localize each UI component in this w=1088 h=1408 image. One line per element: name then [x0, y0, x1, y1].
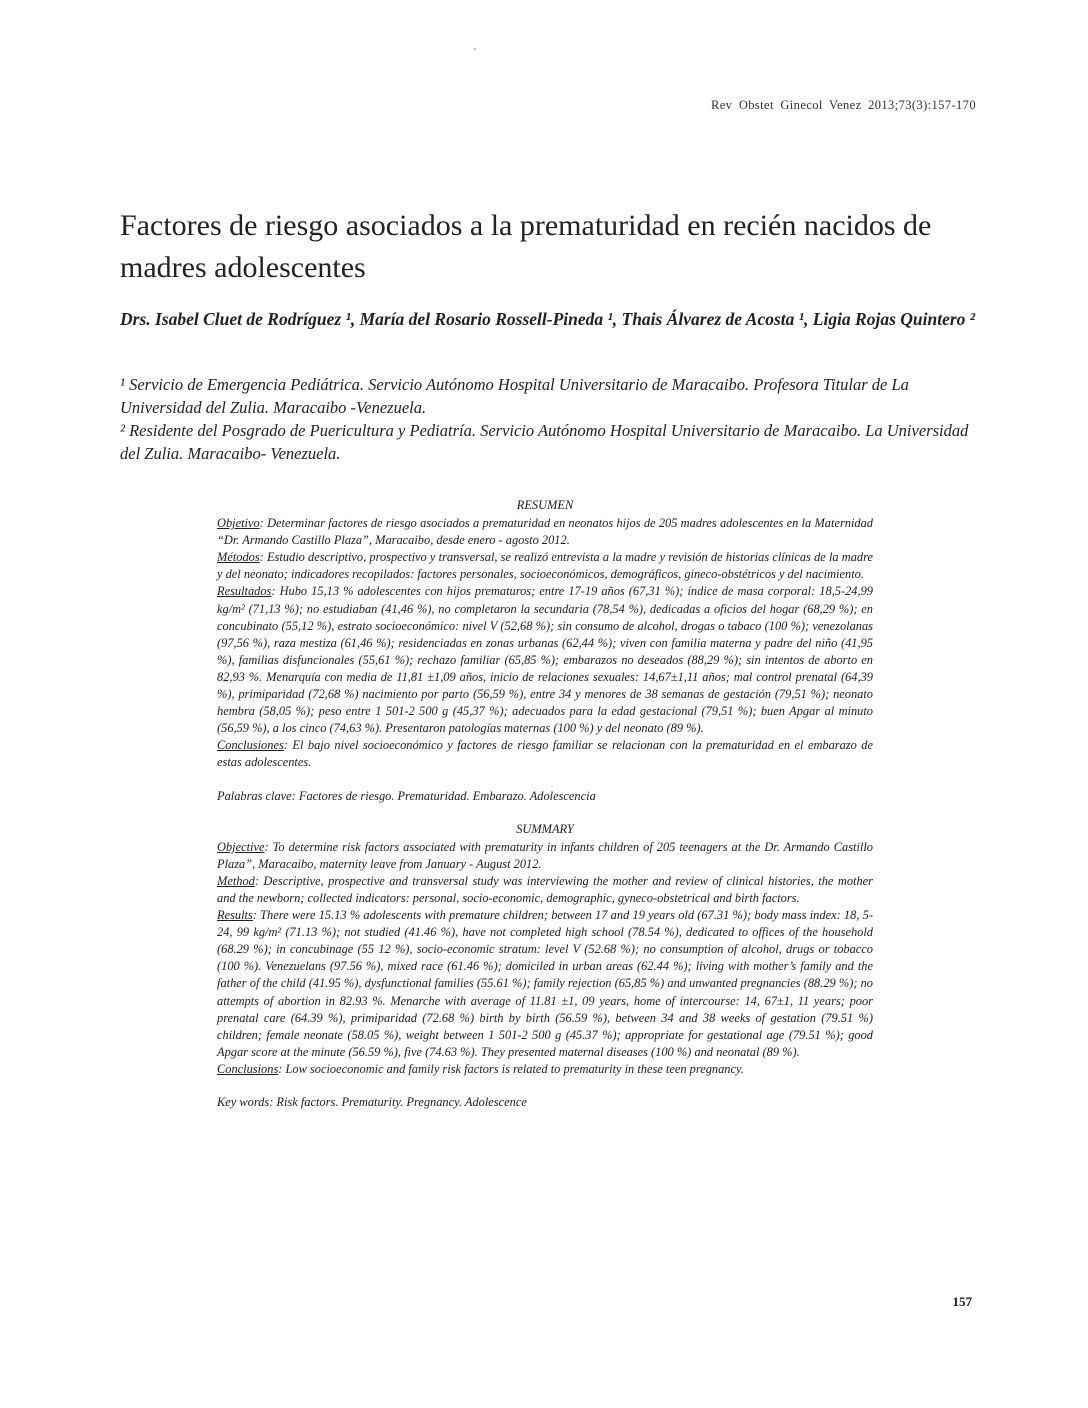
results-label: Results [217, 908, 253, 923]
scan-dot-mark [474, 48, 476, 50]
author-list: Drs. Isabel Cluet de Rodríguez ¹, María del Rosario Rossell-Pineda ¹, Thais Álvarez de Acosta ¹, Ligia Rojas Quintero ² [120, 309, 976, 329]
summary-conclusions [217, 1061, 873, 1078]
affiliation-2: ² Residente del Posgrado de Puericultura y Pediatría. Servicio Autónomo Hospital Universitario de Maracaibo. La Universidad del Zulia. Maracaibo- Venezuela. [120, 421, 969, 463]
summary-method [217, 873, 873, 907]
conclusiones-text: : El bajo nivel socioeconómico y factores de riesgo familiar se relacionan con la prematuridad en el embarazo de estas adolescentes. [217, 738, 873, 770]
metodos-label: Métodos [217, 550, 260, 565]
resumen-metodos [217, 549, 873, 583]
journal-reference: Rev Obstet Ginecol Venez 2013;73(3):157-170 [710, 98, 976, 112]
summary-heading: SUMMARY [516, 821, 574, 836]
resultados-label: Resultados [217, 584, 272, 599]
objetivo-label: Objetivo [217, 516, 260, 531]
abstract-block [217, 497, 873, 1111]
method-text: : Descriptive, prospective and transversal study was interviewing the mother and review of clinical histories, the mother and the newborn; collected indicators: personal, socio-economic, demographic, gyneco-obstetrical and birth factors. [217, 873, 873, 905]
objective-text: : To determine risk factors associated with prematurity in infants children of 205 teenagers at the Dr. Armando Castillo Plaza”, Maracaibo, maternity leave from January - August 2012. [217, 839, 873, 871]
summary-objective [217, 839, 873, 873]
page-number: 157 [952, 1294, 972, 1309]
conclusions-text: : Low socioeconomic and family risk factors is related to prematurity in these teen pregnancy. [278, 1061, 744, 1076]
metodos-text: : Estudio descriptivo, prospectivo y transversal, se realizó entrevista a la madre y revisión de historias clínicas de la madre y del neonato; indicadores recopilados: factores personales, socioeconómicos, demográficos, gineco-obstétricos y del nacimiento. [217, 550, 873, 582]
resumen-objetivo [217, 515, 873, 549]
affiliation-1: ¹ Servicio de Emergencia Pediátrica. Servicio Autónomo Hospital Universitario de Maracaibo. Profesora Titular de La Universidad del Zulia. Maracaibo -Venezuela. [120, 375, 909, 417]
objetivo-text: : Determinar factores de riesgo asociados a prematuridad en neonatos hijos de 205 madres adolescentes en la Maternidad “Dr. Armando Castillo Plaza”, Maracaibo, desde enero - agosto 2012. [217, 516, 873, 548]
resumen-resultados [217, 583, 873, 737]
resultados-text: : Hubo 15,13 % adolescentes con hijos prematuros; entre 17-19 años (67,31 %); índice de masa corporal: 18,5-24,99 kg/m² (71,13 %); no estudiaban (41,46 %), no completaron la secundaria (78,54 %), dedicadas a oficios del hogar (68,29 %); en concubinato (55,12 %), estrato socioeconómico: nivel V (52,68 %); sin consumo de alcohol, drogas o tabaco (100 %); venezolanas (97,56 %), raza mestiza (61,46 %); residenciadas en zonas urbanas (62,44 %); viven con familia materna y padre del niño (41,95 %), familias disfuncionales (55,61 %); rechazo familiar (65,85 %); embarazos no deseados (88,29 %); sin intentos de aborto en 82,93 %. Menarquía con media de 11,81 ±1,09 años, inicio de relaciones sexuales: 14,67±1,11 años; mal control prenatal (64,39 %), primiparidad (72,68 %) nacimiento por parto (56,59 %), entre 34 y menores de 38 semanas de gestación (79,51 %); neonato hembra (58,05 %); peso entre 1 501-2 500 g (45,37 %); adecuados para la edad gestacional (79,51 %); buen Apgar al minuto (56,59 %), a los cinco (74,63 %). Presentaron patologías maternas (100 %) y del neonato (89 %). [217, 584, 873, 736]
results-text: : There were 15.13 % adolescents with premature children; between 17 and 19 years old (67.31 %); body mass index: 18, 5-24, 99 kg/m² (71.13 %); not studied (41.46 %), have not completed high school (78.54 %), dedicated to offices of the household (68.29 %); in concubinage (55 12 %), socio-economic stratum: level V (52.68 %); no consumption of alcohol, drugs or tobacco (100 %). Venezuelans (97.56 %), mixed race (61.46 %); domiciled in urban areas (62.44 %); living with mother’s family and the father of the child (41.95 %), dysfunctional families (55.61 %); family rejection (65,85 %) and unwanted pregnancies (88.29 %); no attempts of abortion in 82.93 %. Menarche with average of 11.81 ±1, 09 years, home of intercourse: 14, 67±1, 11 years; poor prenatal care (64.39 %), primiparidad (72.68 %) birth by birth (56.59 %), between 34 and 38 weeks of gestation (79.51 %) children; female neonate (58.05 %), weight between 1 501-2 500 g (45.37 %); appropriate for gestational age (79.51 %); good Apgar score at the minute (56.59 %), five (74.63 %). They presented maternal diseases (100 %) and neonatal (89 %). [217, 908, 873, 1059]
method-label: Method [217, 873, 255, 888]
conclusiones-label: Conclusiones [217, 738, 284, 753]
palabras-clave: Palabras clave: Factores de riesgo. Prematuridad. Embarazo. Adolescencia [217, 788, 596, 803]
key-words: Key words: Risk factors. Prematurity. Pregnancy. Adolescence [217, 1095, 527, 1109]
conclusions-label: Conclusions [217, 1061, 279, 1076]
resumen-heading: RESUMEN [516, 498, 574, 512]
article-title: Factores de riesgo asociados a la prematuridad en recién nacidos de madres adolescentes [120, 209, 932, 284]
summary-results [217, 907, 873, 1061]
resumen-conclusiones [217, 737, 873, 771]
affiliations [120, 373, 980, 465]
objective-label: Objective [217, 839, 265, 854]
